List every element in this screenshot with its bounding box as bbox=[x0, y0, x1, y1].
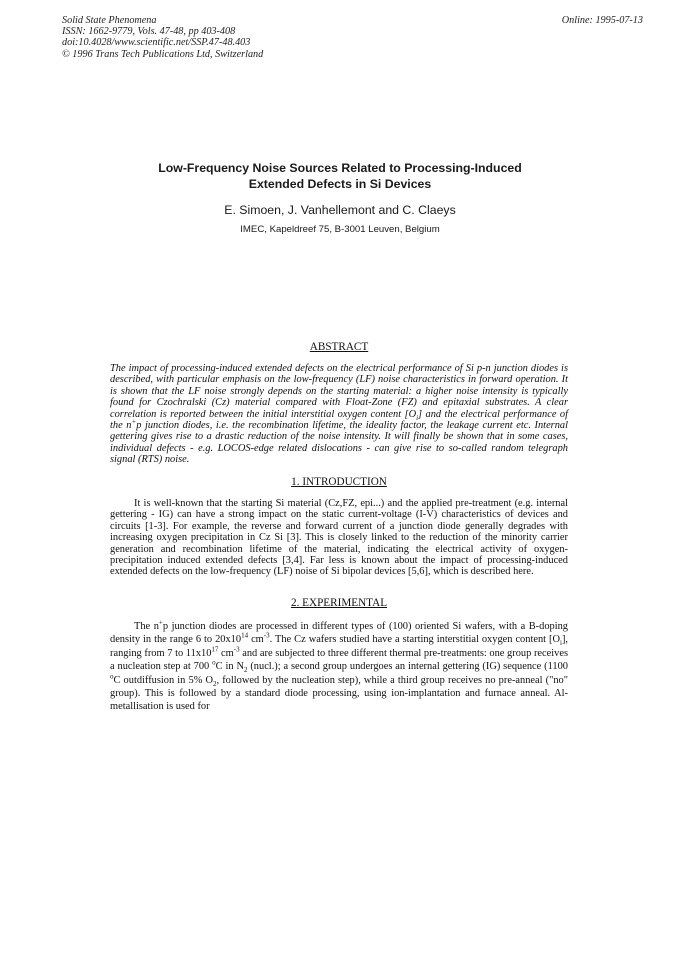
exp-text-7: and are subjected to three different thermal pre-treatments: one group receives a nucleation step at 700 bbox=[110, 647, 568, 673]
exp-text-11: , followed by the nucleation step), while a third group receives no pre-anneal ("no" group). This is followed by a standard diode processing, using ion-implantation and furnace anneal. Al-metallisation is used for bbox=[110, 674, 568, 713]
abstract-text-a: The impact of processing-induced extended defects on the electrical performance of Si p-n junction diodes is described, with particular emphasis on the low-frequency (LF) noise characteristics in forward operation. It is shown that the LF noise strongly depends on the starting material: a higher noise intensity is typically found for Czochralski (Cz) material compared with Float-Zone (FZ) and epitaxial substrates. A clear correlation is reported between the initial interstitial oxygen content [O bbox=[110, 363, 568, 420]
experimental-paragraph bbox=[110, 620, 568, 714]
journal-header bbox=[62, 15, 263, 60]
online-date: Online: 1995-07-13 bbox=[561, 15, 643, 26]
author-list: E. Simoen, J. Vanhellemont and C. Claeys bbox=[224, 203, 456, 217]
exp-text-2: p junction diodes are processed in different types of (100) oriented Si wafers, with a B-doping density in the range 6 to 20x10 bbox=[110, 621, 568, 646]
paper-title-line-2: Extended Defects in Si Devices bbox=[248, 177, 432, 191]
abstract-body bbox=[110, 363, 568, 466]
exp-sup-5: -3 bbox=[233, 645, 240, 654]
exp-text-4: . The Cz wafers studied have a starting interstitial oxygen content [O bbox=[269, 634, 560, 646]
doi-link[interactable]: doi:10.4028/www.scientific.net/SSP.47-48.403 bbox=[62, 37, 251, 49]
exp-sup-2: 14 bbox=[241, 631, 249, 640]
exp-text-5: ], ranging from 7 to 11x10 bbox=[110, 634, 568, 659]
exp-sup-1: + bbox=[158, 618, 163, 627]
issn-line: ISSN: 1662-9779, Vols. 47-48, pp 403-408 bbox=[62, 26, 236, 38]
exp-text-9: (nucl.); a second group undergoes an internal gettering (IG) sequence (1100 bbox=[247, 661, 569, 673]
abstract-heading: ABSTRACT bbox=[309, 341, 369, 353]
introduction-paragraph bbox=[110, 498, 568, 578]
exp-sub-3: 2 bbox=[212, 679, 217, 688]
exp-text-10: C outdiffusion in 5% O bbox=[113, 674, 213, 686]
experimental-heading: 2. EXPERIMENTAL bbox=[290, 597, 388, 609]
exp-sup-7: o bbox=[110, 672, 114, 681]
exp-text-8: C in N bbox=[215, 661, 244, 673]
introduction-heading: 1. INTRODUCTION bbox=[291, 476, 387, 488]
exp-sub-2: 2 bbox=[243, 666, 248, 675]
exp-sup-3: -3 bbox=[263, 631, 270, 640]
paper-title bbox=[100, 160, 580, 192]
paper-title-line-1: Low-Frequency Noise Sources Related to Processing-Induced bbox=[158, 161, 522, 175]
introduction-text: It is well-known that the starting Si material (Cz,FZ, epi...) and the applied pre-treatment (e.g. internal gettering - IG) can have a strong impact on the static current-voltage (I-V) characteristics of devices and circuits [1-3]. For example, the reverse and forward current of a junction diode generally degrades with increasing oxygen precipitation in Cz Si [3]. This is closely linked to the reduction of the minority carrier generation and recombination lifetime of the material, indicating the electrical activity of oxygen-precipitation induced extended defects [3,4]. Far less is known about the impact of processing-induced extended defects on the low-frequency (LF) noise of Si bipolar devices [5,6], which is described here. bbox=[110, 498, 568, 578]
exp-text-1: The n bbox=[134, 621, 159, 632]
exp-sup-6: o bbox=[212, 658, 216, 667]
abstract-text-b: ] and the electrical performance of the n bbox=[110, 408, 568, 432]
exp-sup-4: 17 bbox=[211, 645, 219, 654]
abstract-superscript-plus: + bbox=[131, 417, 137, 426]
journal-name: Solid State Phenomena bbox=[62, 15, 157, 26]
exp-sub-1: i bbox=[559, 639, 562, 648]
exp-text-3: cm bbox=[248, 634, 264, 646]
affiliation: IMEC, Kapeldreef 75, B-3001 Leuven, Belgium bbox=[240, 224, 440, 235]
abstract-text-c: p junction diodes, i.e. the recombination lifetime, the ideality factor, the leakage current etc. Internal gettering gives rise to a drastic reduction of the noise intensity. It will finally be shown that in some cases, individual defects - e.g. LOCOS-edge related dislocations - can give rise to so-called random telegraph signal (RTS) noise. bbox=[110, 420, 568, 466]
exp-text-6: cm bbox=[218, 647, 234, 659]
copyright-line: © 1996 Trans Tech Publications Ltd, Switzerland bbox=[62, 48, 264, 60]
abstract-subscript-i: i bbox=[416, 413, 419, 422]
